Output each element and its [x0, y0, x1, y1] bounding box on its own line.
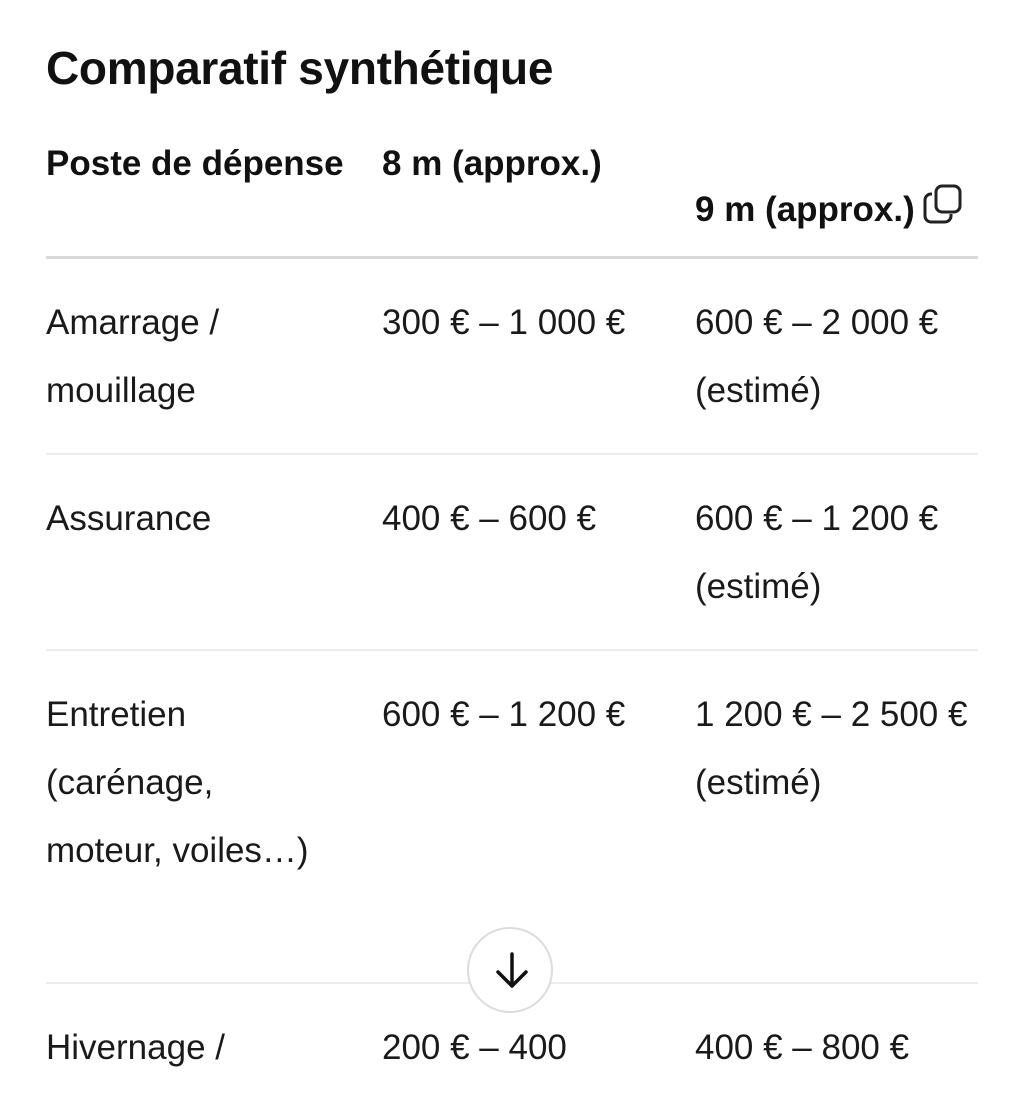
- cell-8m: 400 € – 600 €: [382, 499, 597, 538]
- table-row: [46, 259, 978, 455]
- cell-9m: 1 200 € – 2 500 € (estimé): [695, 695, 968, 802]
- arrow-down-icon: [493, 951, 531, 991]
- cell-8m: 200 € – 400: [382, 1028, 567, 1067]
- page-title: Comparatif synthétique: [46, 42, 554, 94]
- column-header-expense: Poste de dépense: [46, 144, 344, 183]
- column-header-8m: 8 m (approx.): [382, 144, 602, 183]
- cell-8m: 600 € – 1 200 €: [382, 695, 626, 734]
- column-header-9m: 9 m (approx.): [695, 190, 915, 229]
- cell-9m: 600 € – 1 200 € (estimé): [695, 499, 939, 606]
- cell-9m: 400 € – 800 €: [695, 1028, 910, 1067]
- cell-9m: 600 € – 2 000 € (estimé): [695, 303, 939, 410]
- cell-8m: 300 € – 1 000 €: [382, 303, 626, 342]
- cell-expense: Hivernage /: [46, 1028, 225, 1067]
- table-header-row: [46, 141, 978, 259]
- cell-expense: Assurance: [46, 499, 212, 538]
- cell-expense: Amarrage / mouillage: [46, 303, 220, 410]
- cell-expense: Entretien (carénage, moteur, voiles…): [46, 695, 309, 870]
- scroll-down-button[interactable]: [467, 927, 553, 1013]
- table-row: [46, 455, 978, 651]
- copy-icon[interactable]: [922, 182, 966, 228]
